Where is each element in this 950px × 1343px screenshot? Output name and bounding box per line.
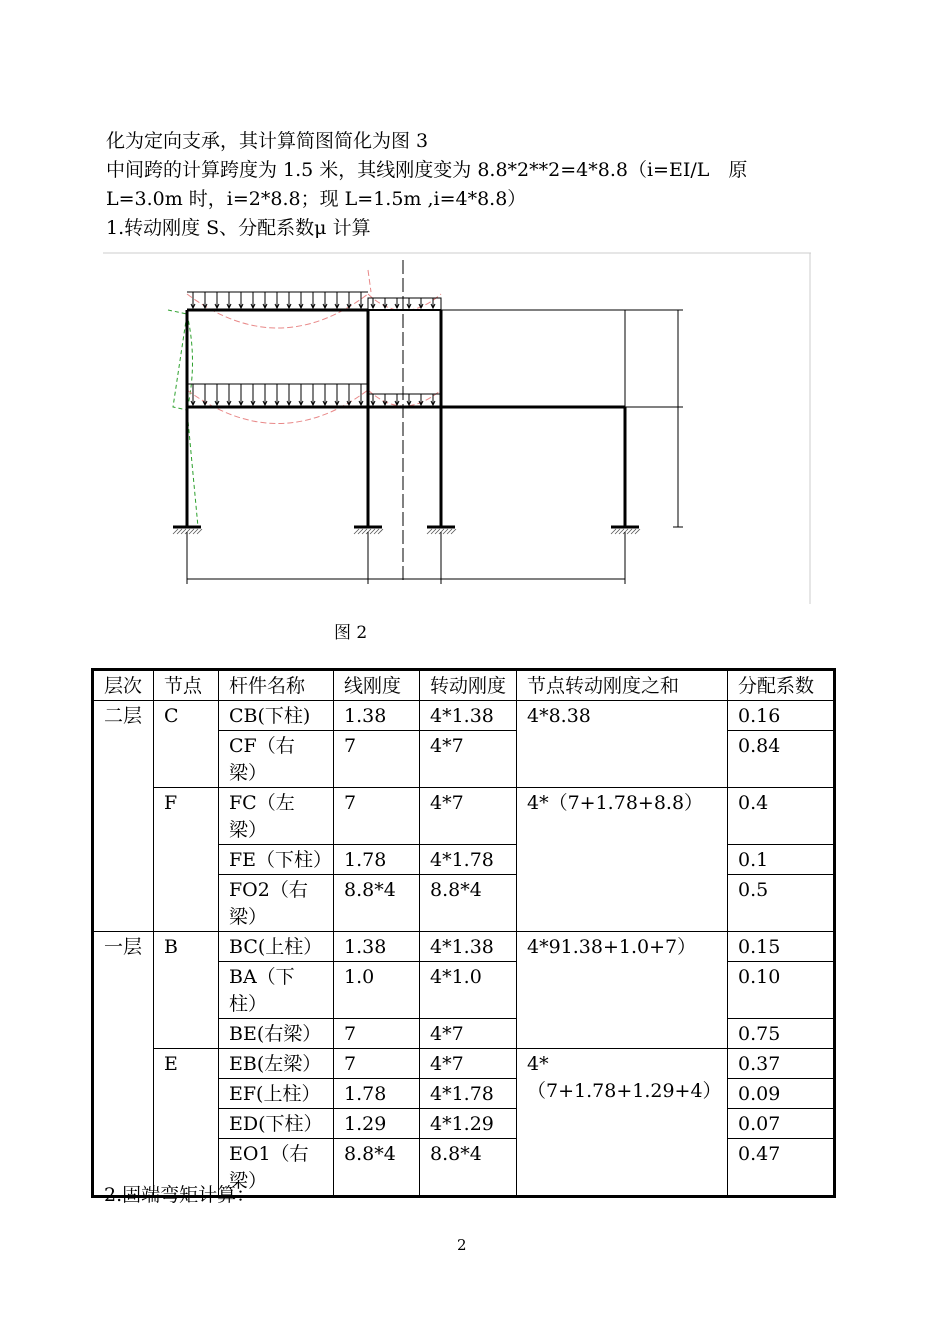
distribution-coef-cell: 0.37 bbox=[728, 1049, 835, 1079]
rotational-stiffness-cell: 4*1.78 bbox=[420, 845, 517, 875]
distribution-coef-cell: 0.10 bbox=[728, 962, 835, 1019]
floor-cell: 一层 bbox=[93, 932, 154, 1197]
member-name-cell: EF(上柱） bbox=[219, 1079, 334, 1109]
stiffness-sum-cell: 4*（7+1.78+1.29+4） bbox=[517, 1049, 728, 1197]
fixed-supports bbox=[173, 527, 640, 534]
distribution-coef-cell: 0.1 bbox=[728, 845, 835, 875]
header-cell: 节点 bbox=[154, 670, 219, 701]
linear-stiffness-cell: 7 bbox=[334, 788, 420, 845]
rotational-stiffness-cell: 8.8*4 bbox=[420, 875, 517, 932]
member-name-cell: ED(下柱） bbox=[219, 1109, 334, 1139]
member-name-cell: CF（右梁） bbox=[219, 731, 334, 788]
rotational-stiffness-cell: 4*7 bbox=[420, 1049, 517, 1079]
linear-stiffness-cell: 1.78 bbox=[334, 1079, 420, 1109]
section-heading-1: 1.转动刚度 S、分配系数μ 计算 bbox=[106, 217, 371, 239]
table-row bbox=[93, 1049, 835, 1079]
section-heading-2: 2.固端弯矩计算： bbox=[104, 1184, 256, 1206]
member-name-cell: BA（下柱） bbox=[219, 962, 334, 1019]
table-row bbox=[93, 701, 835, 731]
table-header-row bbox=[93, 670, 835, 701]
linear-stiffness-cell: 7 bbox=[334, 1049, 420, 1079]
node-cell: F bbox=[154, 788, 219, 932]
stiffness-sum-cell: 4*91.38+1.0+7） bbox=[517, 932, 728, 1049]
stiffness-sum-cell: 4*（7+1.78+8.8） bbox=[517, 788, 728, 932]
frame-diagram bbox=[103, 252, 811, 604]
rotational-stiffness-cell: 4*1.78 bbox=[420, 1079, 517, 1109]
rotational-stiffness-cell: 4*1.0 bbox=[420, 962, 517, 1019]
rotational-stiffness-cell: 4*1.38 bbox=[420, 932, 517, 962]
linear-stiffness-cell: 7 bbox=[334, 1019, 420, 1049]
distribution-coef-cell: 0.84 bbox=[728, 731, 835, 788]
node-cell: B bbox=[154, 932, 219, 1049]
member-name-cell: CB(下柱) bbox=[219, 701, 334, 731]
intro-line-1: 化为定向支承，其计算简图简化为图 3 bbox=[106, 130, 429, 152]
distribution-coef-cell: 0.16 bbox=[728, 701, 835, 731]
stiffness-sum-cell: 4*8.38 bbox=[517, 701, 728, 788]
linear-stiffness-cell: 1.38 bbox=[334, 701, 420, 731]
rotational-stiffness-cell: 8.8*4 bbox=[420, 1139, 517, 1197]
floor-cell: 二层 bbox=[93, 701, 154, 932]
header-cell: 层次 bbox=[93, 670, 154, 701]
linear-stiffness-cell: 1.78 bbox=[334, 845, 420, 875]
member-name-cell: EO1（右梁） bbox=[219, 1139, 334, 1197]
node-cell: C bbox=[154, 701, 219, 788]
distribution-coef-cell: 0.75 bbox=[728, 1019, 835, 1049]
member-name-cell: FO2（右梁） bbox=[219, 875, 334, 932]
header-cell: 转动刚度 bbox=[420, 670, 517, 701]
member-name-cell: BC(上柱） bbox=[219, 932, 334, 962]
node-cell: E bbox=[154, 1049, 219, 1197]
page-number: 2 bbox=[457, 1236, 467, 1254]
header-cell: 线刚度 bbox=[334, 670, 420, 701]
stiffness-table bbox=[91, 668, 836, 1198]
dimension-lines bbox=[187, 310, 683, 584]
linear-stiffness-cell: 8.8*4 bbox=[334, 875, 420, 932]
rotational-stiffness-cell: 4*1.38 bbox=[420, 701, 517, 731]
intro-line-3: L=3.0m 时，i=2*8.8；现 L=1.5m ,i=4*8.8） bbox=[106, 188, 527, 210]
deflection-curve bbox=[168, 310, 198, 527]
stiffness-table-body bbox=[93, 670, 835, 1197]
rotational-stiffness-cell: 4*7 bbox=[420, 1019, 517, 1049]
table-row bbox=[93, 788, 835, 845]
distribution-coef-cell: 0.47 bbox=[728, 1139, 835, 1197]
member-name-cell: BE(右梁） bbox=[219, 1019, 334, 1049]
linear-stiffness-cell: 7 bbox=[334, 731, 420, 788]
member-name-cell: FE（下柱） bbox=[219, 845, 334, 875]
figure-caption: 图 2 bbox=[334, 623, 368, 643]
linear-stiffness-cell: 1.38 bbox=[334, 932, 420, 962]
header-cell: 杆件名称 bbox=[219, 670, 334, 701]
member-name-cell: EB(左梁） bbox=[219, 1049, 334, 1079]
distribution-coef-cell: 0.4 bbox=[728, 788, 835, 845]
moment-curves bbox=[187, 270, 441, 424]
distribution-coef-cell: 0.5 bbox=[728, 875, 835, 932]
rotational-stiffness-cell: 4*7 bbox=[420, 788, 517, 845]
rotational-stiffness-cell: 4*7 bbox=[420, 731, 517, 788]
rotational-stiffness-cell: 4*1.29 bbox=[420, 1109, 517, 1139]
table-row bbox=[93, 932, 835, 962]
linear-stiffness-cell: 1.0 bbox=[334, 962, 420, 1019]
distribution-coef-cell: 0.15 bbox=[728, 932, 835, 962]
member-name-cell: FC（左梁） bbox=[219, 788, 334, 845]
intro-line-2: 中间跨的计算跨度为 1.5 米，其线刚度变为 8.8*2**2=4*8.8（i=EI/L 原 bbox=[106, 159, 748, 181]
header-cell: 节点转动刚度之和 bbox=[517, 670, 728, 701]
distribution-coef-cell: 0.09 bbox=[728, 1079, 835, 1109]
linear-stiffness-cell: 8.8*4 bbox=[334, 1139, 420, 1197]
frame-diagram-svg bbox=[103, 252, 811, 604]
header-cell: 分配系数 bbox=[728, 670, 835, 701]
distribution-coef-cell: 0.07 bbox=[728, 1109, 835, 1139]
linear-stiffness-cell: 1.29 bbox=[334, 1109, 420, 1139]
